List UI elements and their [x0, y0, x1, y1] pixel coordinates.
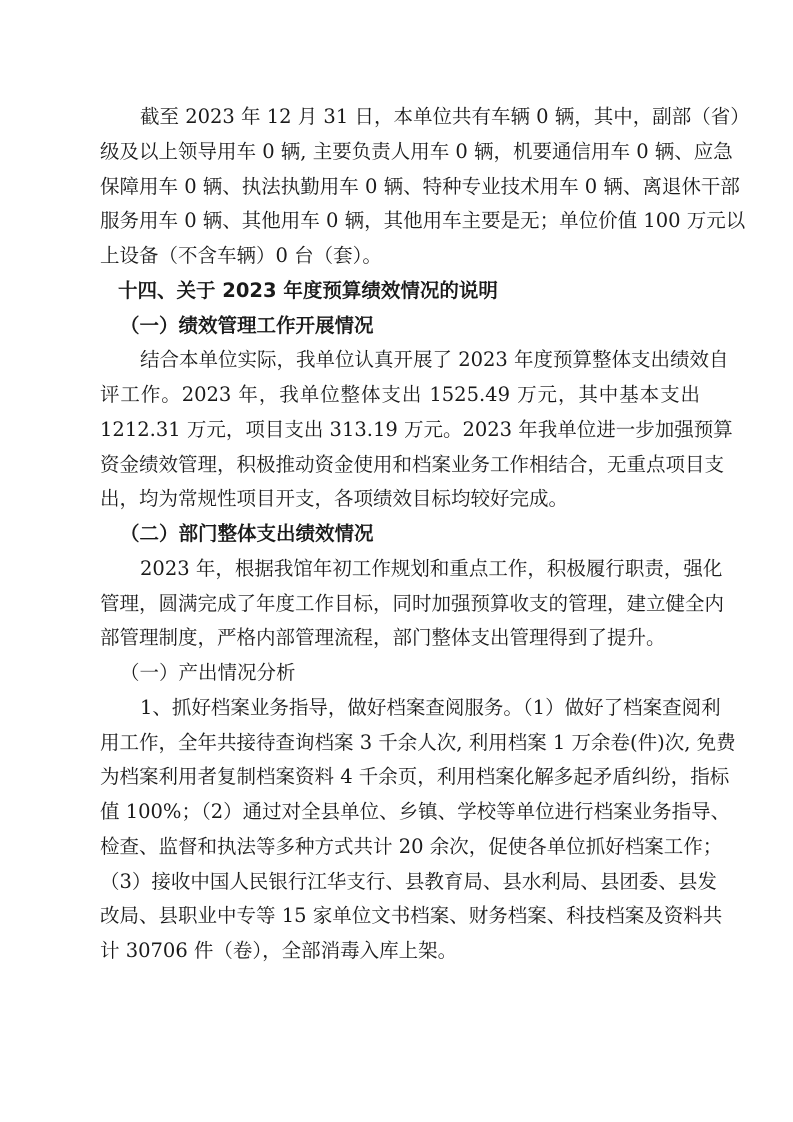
text-line: 结合本单位实际，我单位认真开展了 2023 年度预算整体支出绩效自 [140, 348, 729, 372]
text-line: 检查、监督和执法等多种方式共计 20 余次，促使各单位抓好档案工作； [100, 834, 723, 858]
text-line: 用工作，全年共接待查询档案 3 千余人次, 利用档案 1 万余卷(件)次, 免费 [100, 730, 736, 754]
text-line: 为档案利用者复制档案资料 4 千余页，利用档案化解多起矛盾纠纷，指标 [100, 765, 730, 789]
text-line: 上设备（不含车辆）0 台（套）。 [100, 244, 382, 267]
text-line: 值 100%；（2）通过对全县单位、乡镇、学校等单位进行档案业务指导、 [100, 800, 731, 823]
text-line: 管理，圆满完成了年度工作目标，同时加强预算收支的管理，建立健全内 [100, 591, 725, 615]
text-line: 1212.31 万元，项目支出 313.19 万元。2023 年我单位进一步加强预算 [100, 417, 733, 441]
text-line: 资金绩效管理，积极推动资金使用和档案业务工作相结合，无重点项目支 [100, 452, 725, 476]
subsection-heading: （一）绩效管理工作开展情况 [120, 313, 374, 337]
text-line: 计 30706 件（卷），全部消毒入库上架。 [100, 939, 458, 962]
text-line: 出，均为常规性项目开支，各项绩效目标均较好完成。 [100, 487, 569, 511]
text-line: 2023 年，根据我馆年初工作规划和重点工作，积极履行职责，强化 [140, 556, 723, 580]
text-line: 部管理制度，严格内部管理流程，部门整体支出管理得到了提升。 [100, 626, 666, 650]
text-line: 保障用车 0 辆、执法执勤用车 0 辆、特种专业技术用车 0 辆、离退休干部 [100, 174, 740, 198]
text-line: 服务用车 0 辆、其他用车 0 辆，其他用车主要是无；单位价值 100 万元以 [100, 209, 746, 233]
paragraph-vehicles [100, 100, 750, 274]
subsection-heading: （二）部门整体支出绩效情况 [120, 522, 374, 545]
document-page [100, 100, 750, 969]
text-line: 截至 2023 年 12 月 31 日，本单位共有车辆 0 辆，其中，副部（省） [140, 105, 750, 128]
section-heading: 十四、关于 2023 年度预算绩效情况的说明 [118, 278, 498, 302]
paragraph-performance-management [100, 343, 733, 517]
text-line: 评工作。2023 年，我单位整体支出 1525.49 万元，其中基本支出 [100, 383, 700, 406]
paragraph-overall-expenditure [100, 552, 725, 656]
subsection-heading: （一）产出情况分析 [120, 661, 296, 684]
text-line: （3）接收中国人民银行江华支行、县教育局、县水利局、县团委、县发 [100, 869, 717, 893]
text-line: 改局、县职业中专等 15 家单位文书档案、财务档案、科技档案及资料共 [100, 904, 723, 928]
text-line: 级及以上领导用车 0 辆, 主要负责人用车 0 辆，机要通信用车 0 辆、应急 [100, 139, 733, 163]
paragraph-output-analysis [100, 691, 736, 969]
text-line: 1、抓好档案业务指导，做好档案查阅服务。（1）做好了档案查阅利 [140, 695, 721, 719]
